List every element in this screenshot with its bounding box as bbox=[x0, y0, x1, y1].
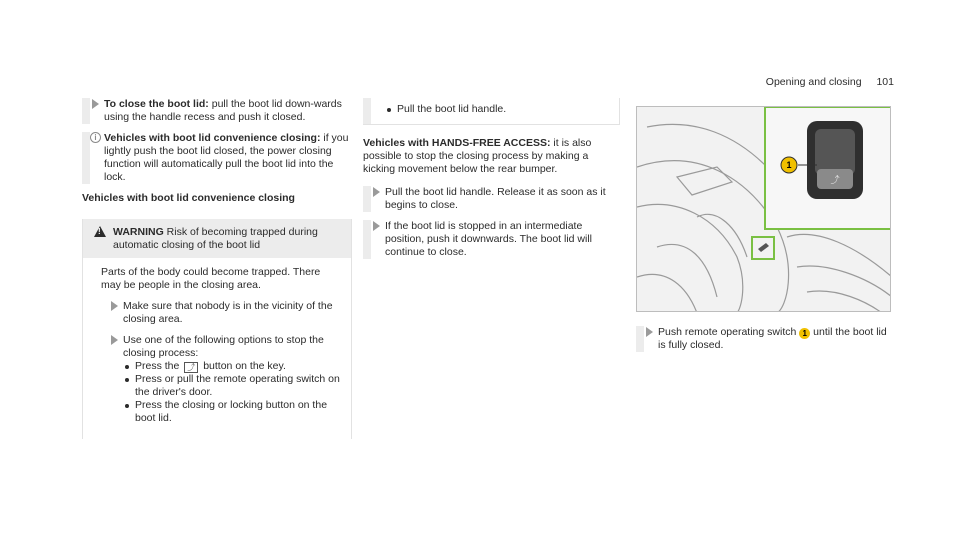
step-title: To close the boot lid: bbox=[104, 98, 209, 110]
step-bar bbox=[636, 326, 644, 352]
callout-number: 1 bbox=[786, 160, 792, 170]
svg-text:⤴: ⤴ bbox=[830, 176, 840, 186]
step-close-boot-lid bbox=[82, 98, 352, 124]
page-number: 101 bbox=[876, 76, 894, 88]
note-text: if you lightly push the boot lid closed, the power closing function will automatically pull the boot lid into the lock. bbox=[104, 132, 349, 183]
list-item: Press or pull the remote operating switch on the driver's door. bbox=[123, 373, 341, 399]
warning-body-text: Parts of the body could become trapped. There may be people in the closing area. bbox=[101, 266, 321, 291]
note-bar bbox=[82, 132, 90, 184]
options-list bbox=[123, 360, 341, 425]
list-item: Press the closing or locking button on the boot lid. bbox=[123, 399, 341, 425]
continued-bar bbox=[363, 98, 371, 124]
triangle-right-icon bbox=[646, 327, 653, 337]
column-left bbox=[82, 98, 352, 439]
note-title: Vehicles with boot lid convenience closing: bbox=[104, 132, 321, 144]
continued-warning bbox=[363, 98, 620, 125]
warning-body bbox=[83, 258, 351, 439]
step-text-post: until the boot lid is fully closed. bbox=[658, 326, 887, 351]
step-text-pre: Push remote operating switch bbox=[658, 326, 797, 338]
door-panel-drawing bbox=[637, 107, 891, 312]
warning-triangle-icon bbox=[94, 226, 106, 237]
step-bar bbox=[82, 98, 90, 124]
warning-step-2-text: Use one of the following options to stop the closing process: bbox=[123, 334, 324, 359]
step-bar bbox=[363, 186, 371, 212]
column-middle bbox=[363, 98, 620, 267]
section-title: Opening and closing bbox=[765, 76, 862, 88]
triangle-right-icon bbox=[373, 187, 380, 197]
step-pull-handle bbox=[363, 186, 620, 212]
step-push-switch bbox=[636, 326, 891, 352]
step-bar bbox=[363, 220, 371, 259]
hands-free-text: it is also possible to stop the closing process by making a kicking movement below the rear bumper. bbox=[363, 137, 592, 175]
note-convenience-closing bbox=[82, 132, 352, 184]
warning-text: Risk of becoming trapped during automatic closing of the boot lid bbox=[113, 226, 318, 251]
boot-lid-key-icon: ⤴ bbox=[184, 362, 198, 373]
bullet-1-pre: Press the bbox=[135, 360, 180, 372]
warning-step-1 bbox=[101, 300, 341, 326]
callout-badge: 1 bbox=[799, 328, 810, 339]
warning-step-2 bbox=[101, 334, 341, 425]
hands-free-paragraph bbox=[363, 137, 620, 176]
triangle-right-icon bbox=[373, 221, 380, 231]
info-icon: i bbox=[90, 132, 101, 143]
warning-label: WARNING bbox=[113, 226, 164, 238]
step-text: Pull the boot lid handle. Release it as soon as it begins to close. bbox=[385, 186, 606, 211]
step-text: pull the boot lid down‑wards using the handle recess and push it closed. bbox=[104, 98, 342, 123]
section-subheading: Vehicles with boot lid convenience closing bbox=[82, 192, 295, 204]
door-panel-illustration bbox=[636, 106, 891, 312]
page-header bbox=[766, 76, 894, 89]
list-item bbox=[123, 360, 341, 373]
warning-step-1-text: Make sure that nobody is in the vicinity of the closing area. bbox=[123, 300, 333, 325]
bullet-1-post: button on the key. bbox=[203, 360, 286, 372]
list-item: Pull the boot lid handle. bbox=[385, 103, 609, 116]
triangle-right-icon bbox=[92, 99, 99, 109]
warning-header bbox=[83, 219, 351, 258]
continued-list bbox=[385, 103, 609, 116]
hands-free-title: Vehicles with HANDS-FREE ACCESS: bbox=[363, 137, 551, 149]
triangle-right-icon bbox=[111, 335, 118, 345]
triangle-right-icon bbox=[111, 301, 118, 311]
step-text: If the boot lid is stopped in an intermediate position, push it downwards. The boot lid will continue to close. bbox=[385, 220, 593, 258]
warning-box bbox=[82, 219, 352, 439]
column-right bbox=[636, 106, 891, 360]
step-push-down bbox=[363, 220, 620, 259]
